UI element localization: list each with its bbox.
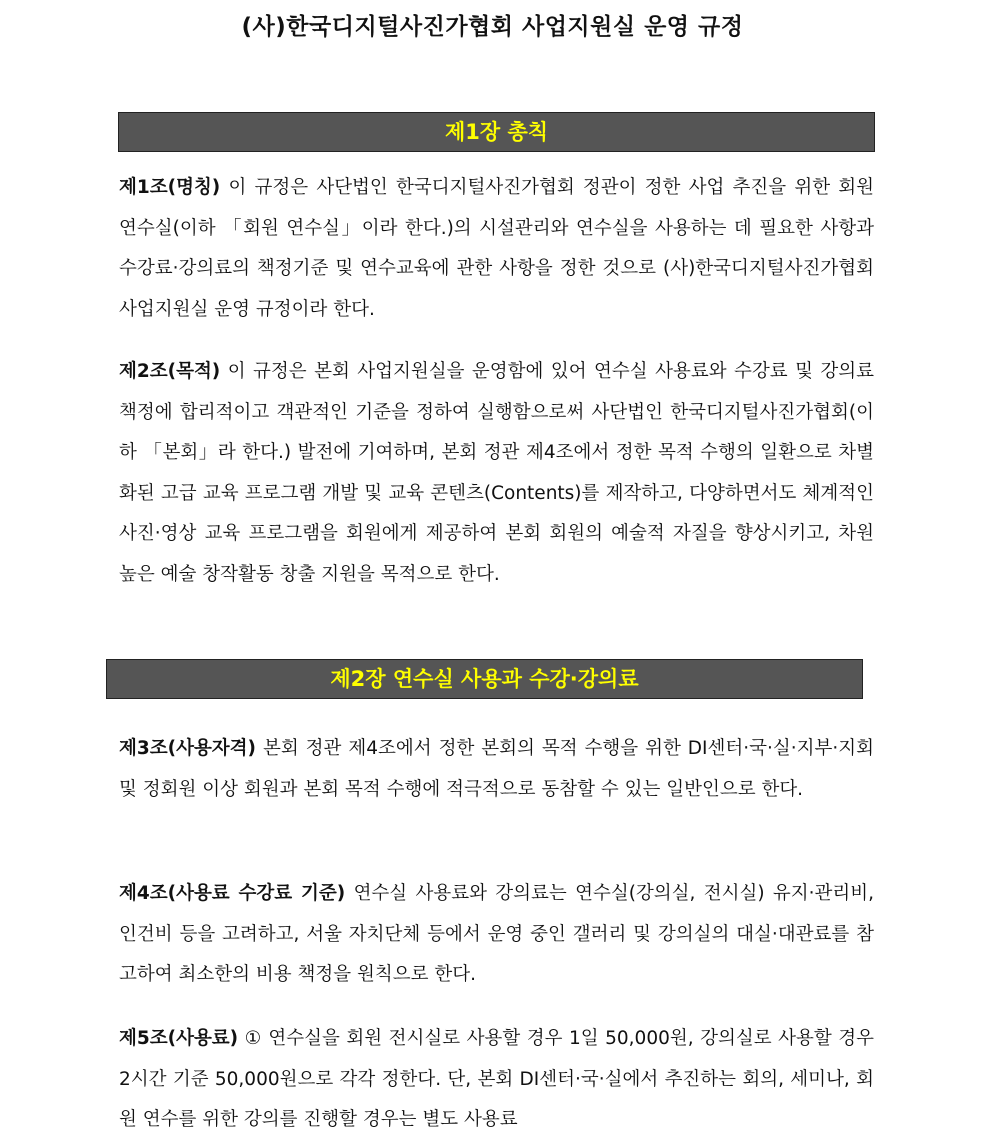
article-5-body: ① 연수실을 회원 전시실로 사용할 경우 1일 50,000원, 강의실로 사용할 경우 2시간 기준 50,000원으로 각각 정한다. 단, 본회 DI센터·국·실에서 추진하는 회의, 세미나, 회원 연수를 위한 강의를 진행할 경우는 별도 사용료 [119,1028,874,1130]
article-3-body: 본회 정관 제4조에서 정한 본회의 목적 수행을 위한 DI센터·국·실·지부·지회 및 정회원 이상 회원과 본회 목적 수행에 적극적으로 동참할 수 있는 일반인으로 한다. [119,738,874,800]
article-2-body: 이 규정은 본회 사업지원실을 운영함에 있어 연수실 사용료와 수강료 및 강의료 책정에 합리적이고 객관적인 기준을 정하여 실행함으로써 사단법인 한국디지털사진가협회(이하 「본회」라 한다.) 발전에 기여하며, 본회 정관 제4조에서 정한 목적 수행의 일환으로 차별화된 고급 교육 프로그램 개발 및 교육 콘텐츠(Contents)를 제작하고, 다양하면서도 체계적인 사진·영상 교육 프로그램을 회원에게 제공하여 본회 회원의 예술적 자질을 향상시키고, 차원 높은 예술 창작활동 창출 지원을 목적으로 한다. [119,361,874,585]
article-4-body: 연수실 사용료와 강의료는 연수실(강의실, 전시실) 유지·관리비, 인건비 등을 고려하고, 서울 자치단체 등에서 운영 중인 갤러리 및 강의실의 대실·대관료를 참고하여 최소한의 비용 책정을 원칙으로 한다. [119,883,875,985]
chapter-2-header: 제2장 연수실 사용과 수강·강의료 [106,659,863,699]
article-2 [119,352,874,595]
article-4-heading: 제4조(사용료 수강료 기준) [119,883,346,904]
article-5-heading: 제5조(사용료) [119,1028,239,1049]
article-3-heading: 제3조(사용자격) [119,738,257,759]
article-1 [119,168,874,330]
document-title: (사)한국디지털사진가협회 사업지원실 운영 규정 [241,14,744,40]
article-1-heading: 제1조(명칭) [119,177,221,198]
article-2-heading: 제2조(목적) [119,361,221,382]
article-4 [119,874,874,996]
chapter-1-header: 제1장 총칙 [118,112,875,152]
article-1-body: 이 규정은 사단법인 한국디지털사진가협회 정관이 정한 사업 추진을 위한 회원 연수실(이하 「회원 연수실」이라 한다.)의 시설관리와 연수실을 사용하는 데 필요한 사항과 수강료·강의료의 책정기준 및 연수교육에 관한 사항을 정한 것으로 (사)한국디지털사진가협회 사업지원실 운영 규정이라 한다. [119,177,874,320]
article-5 [119,1019,874,1141]
article-3 [119,729,874,810]
